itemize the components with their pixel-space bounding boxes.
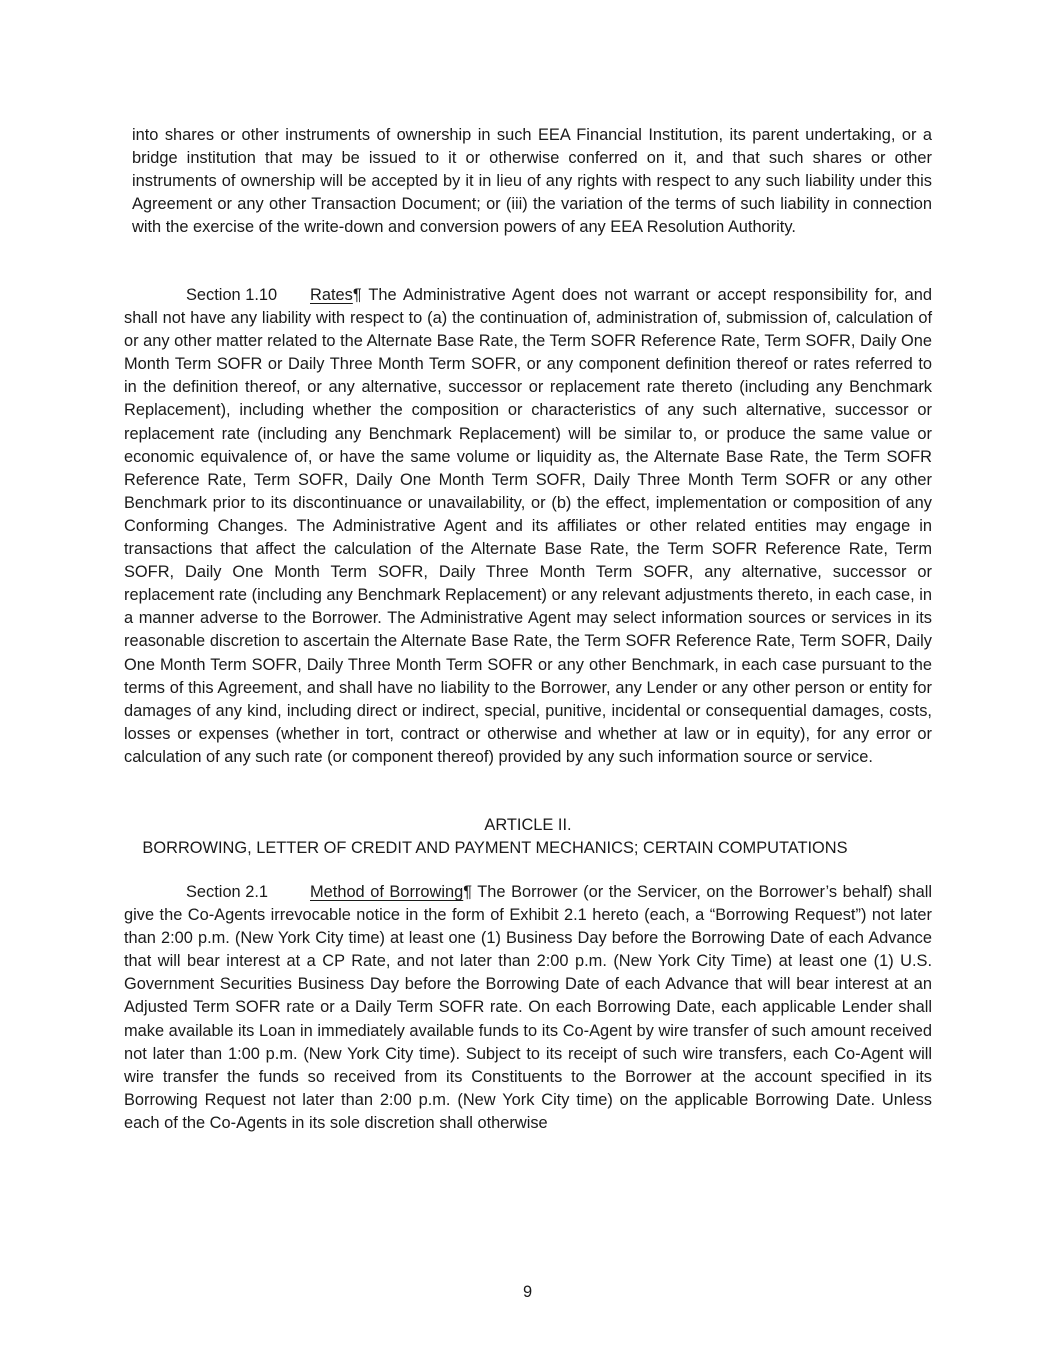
section-2-1-pilcrow: ¶	[463, 883, 473, 901]
section-1-10-label: Section 1.10	[186, 286, 278, 304]
section-2-1-body: The Borrower (or the Servicer, on the Borrower’s behalf) shall give the Co-Agents irrevocable notice in the form of Exhibit 2.1 hereto (each, a “Borrowing Request”) not later than 2:00 p.m. (New York City time) at least one (1) Business Day before the Borrowing Date of each Advance that will bear interest at a CP Rate, and not later than 2:00 p.m. (New York City Time) at least one (1) U.S. Government Securities Business Day before the Borrowing Date of each Advance that will bear interest at an Adjusted Term SOFR rate or a Daily Term SOFR rate. On each Borrowing Date, each applicable Lender shall make available its Loan in immediately available funds to its Co-Agent by wire transfer of such amount received not later than 1:00 p.m. (New York City time). Subject to its receipt of such wire transfers, each Co-Agent will wire transfer the funds so received from its Constituents to the Borrower at the account specified in its Borrowing Request not later than 2:00 p.m. (New York City time) on the applicable Borrowing Date. Unless each of the Co-Agents in its sole discretion shall otherwise	[124, 883, 932, 1132]
section-2-1-title: Method of Borrowing	[310, 883, 464, 901]
article-heading: BORROWING, LETTER OF CREDIT AND PAYMENT MECHANICS; CERTAIN COMPUTATIONS	[142, 839, 848, 857]
section-2-1-label: Section 2.1	[186, 883, 269, 901]
section-1-10-pilcrow: ¶	[352, 286, 362, 304]
article-number: ARTICLE II.	[484, 816, 572, 834]
section-1-10-title: Rates	[310, 286, 353, 304]
continuation-paragraph: into shares or other instruments of ownership in such EEA Financial Institution, its parent undertaking, or a bridge institution that may be issued to it or otherwise conferred on it, and that such shares or other instruments of ownership will be accepted by it in lieu of any rights with respect to any such liability under this Agreement or any other Transaction Document; or (iii) the variation of the terms of such liability in connection with the exercise of the write-down and conversion powers of any EEA Resolution Authority.	[132, 126, 932, 237]
page-number: 9	[522, 1283, 533, 1301]
section-1-10-paragraph	[124, 284, 932, 769]
section-1-10-body: The Administrative Agent does not warrant or accept responsibility for, and shall not have any liability with respect to (a) the continuation of, administration of, submission of, calculation of or any other matter related to the Alternate Base Rate, the Term SOFR Reference Rate, Term SOFR, Daily One Month Term SOFR or Daily Three Month Term SOFR, or any component definition thereof or rates referred to in the definition thereof, or any alternative, successor or replacement rate thereto (including any Benchmark Replacement), including whether the composition or characteristics of any such alternative, successor or replacement rate (including any Benchmark Replacement) will be similar to, or produce the same value or economic equivalence of, or have the same volume or liquidity as, the Alternate Base Rate, the Term SOFR Reference Rate, Term SOFR, Daily One Month Term SOFR, Daily Three Month Term SOFR or any other Benchmark prior to its discontinuance or unavailability, or (b) the effect, implementation or composition of any Conforming Changes. The Administrative Agent and its affiliates or other related entities may engage in transactions that affect the calculation of the Alternate Base Rate, the Term SOFR Reference Rate, Term SOFR, Daily One Month Term SOFR, Daily Three Month Term SOFR, any alternative, successor or replacement rate (including any Benchmark Replacement) or any relevant adjustments thereto, in each case, in a manner adverse to the Borrower. The Administrative Agent may select information sources or services in its reasonable discretion to ascertain the Alternate Base Rate, the Term SOFR Reference Rate, Term SOFR, Daily One Month Term SOFR, Daily Three Month Term SOFR or any other Benchmark, in each case pursuant to the terms of this Agreement, and shall have no liability to the Borrower, any Lender or any other person or entity for damages of any kind, including direct or indirect, special, punitive, incidental or consequential damages, costs, losses or expenses (whether in tort, contract or otherwise and whether at law or in equity), for any error or calculation of any such rate (or component thereof) provided by any such information source or service.	[124, 286, 932, 766]
section-2-1-paragraph	[124, 881, 932, 1135]
